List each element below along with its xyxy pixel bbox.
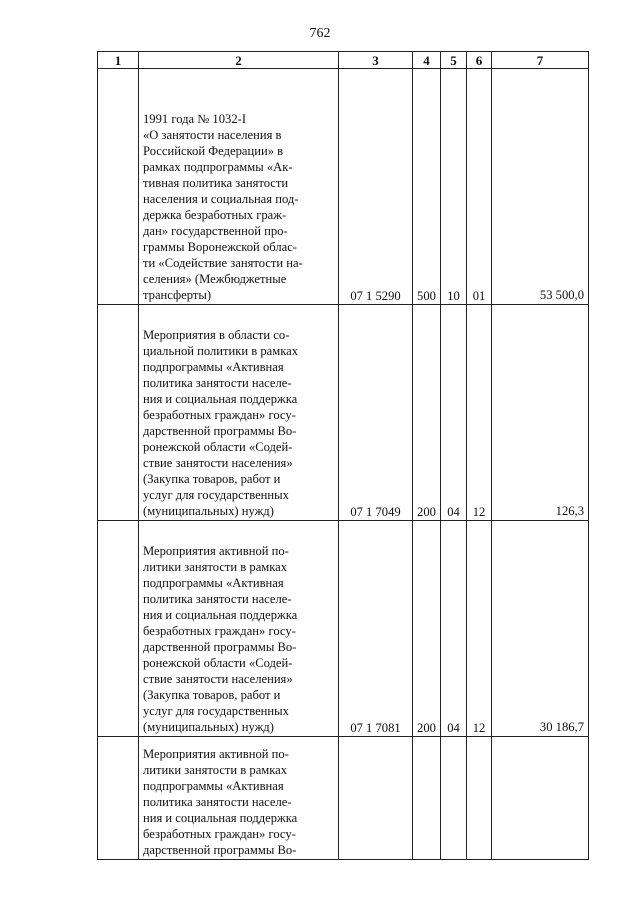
header-cell-2: 2 [139, 52, 339, 69]
row-number-cell [98, 69, 139, 305]
table-row [98, 69, 589, 305]
header-cell-5: 5 [441, 52, 467, 69]
header-cell-4: 4 [413, 52, 441, 69]
row-number-cell [98, 305, 139, 521]
amount-cell [492, 737, 589, 860]
description-cell: Мероприятия активной по- литики занятости в рамках подпрограммы «Активная политика занятости населе- ния и социальная поддержка безработных граждан» госу- дарственной программы Во- [139, 737, 339, 860]
subsection-cell: 01 [467, 69, 492, 305]
subsection-cell [467, 737, 492, 860]
section-cell: 10 [441, 69, 467, 305]
expense-type-cell: 200 [413, 521, 441, 737]
target-code-cell: 07 1 7049 [339, 305, 413, 521]
table-row [98, 737, 589, 860]
row-number-cell [98, 737, 139, 860]
amount-cell: 126,3 [492, 305, 589, 521]
budget-table [97, 51, 589, 860]
description-cell: 1991 года № 1032-I «О занятости населения в Российской Федерации» в рамках подпрограммы «Ак- тивная политика занятости населения и социальная под- держка безработных граж- дан» государственной про- граммы Воронежской облас- ти «Содействие занятости на- селения» (Межбюджетные трансферты) [139, 69, 339, 305]
header-cell-7: 7 [492, 52, 589, 69]
target-code-cell [339, 737, 413, 860]
header-cell-3: 3 [339, 52, 413, 69]
description-cell: Мероприятия в области со- циальной политики в рамках подпрограммы «Активная политика занятости населе- ния и социальная поддержка безработных граждан» госу- дарственной программы Во- ронежской области «Содей- ствие занятости населения» (Закупка товаров, работ и услуг для государственных (муниципальных) нужд) [139, 305, 339, 521]
section-cell [441, 737, 467, 860]
amount-cell: 30 186,7 [492, 521, 589, 737]
expense-type-cell: 500 [413, 69, 441, 305]
header-cell-6: 6 [467, 52, 492, 69]
header-cell-1: 1 [98, 52, 139, 69]
amount-cell: 53 500,0 [492, 69, 589, 305]
section-cell: 04 [441, 521, 467, 737]
target-code-cell: 07 1 7081 [339, 521, 413, 737]
subsection-cell: 12 [467, 305, 492, 521]
table-row [98, 521, 589, 737]
expense-type-cell: 200 [413, 305, 441, 521]
table-row [98, 305, 589, 521]
header-row [98, 52, 589, 69]
section-cell: 04 [441, 305, 467, 521]
subsection-cell: 12 [467, 521, 492, 737]
row-number-cell [98, 521, 139, 737]
expense-type-cell [413, 737, 441, 860]
page-number: 762 [309, 26, 331, 41]
description-cell: Мероприятия активной по- литики занятости в рамках подпрограммы «Активная политика занятости населе- ния и социальная поддержка безработных граждан» госу- дарственной программы Во- ронежской области «Содей- ствие занятости населения» (Закупка товаров, работ и услуг для государственных (муниципальных) нужд) [139, 521, 339, 737]
target-code-cell: 07 1 5290 [339, 69, 413, 305]
